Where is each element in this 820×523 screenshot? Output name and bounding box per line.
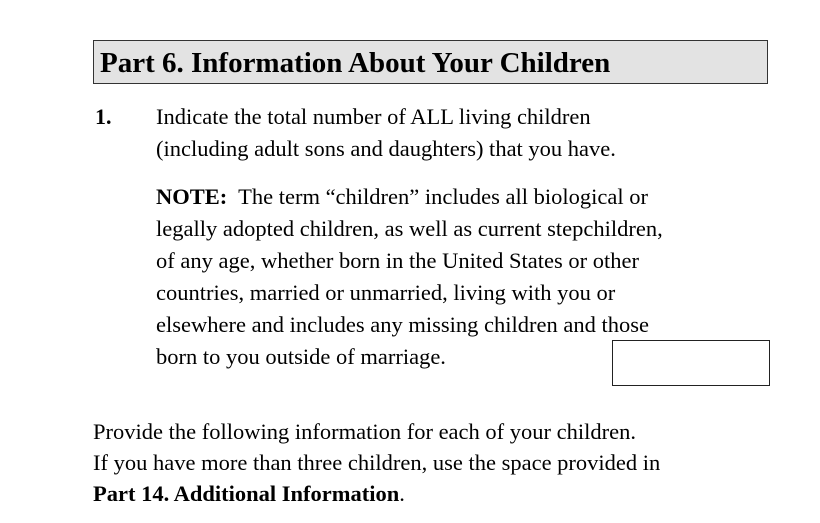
note-line-3: of any age, whether born in the United States or other <box>156 248 639 273</box>
note-block <box>156 181 663 373</box>
part-14-reference-period: . <box>399 481 405 506</box>
question-1-text <box>156 101 616 165</box>
question-1-line-1: Indicate the total number of ALL living children <box>156 104 591 129</box>
part-6-header <box>93 40 768 84</box>
note-line-1 <box>156 181 663 213</box>
children-count-field[interactable] <box>612 340 770 386</box>
note-line-6: born to you outside of marriage. <box>156 344 446 369</box>
instructions-line-3 <box>93 478 660 509</box>
part-6-title: Part 6. Information About Your Children <box>100 47 611 79</box>
question-number: 1. <box>95 104 112 129</box>
part-14-reference: Part 14. Additional Information <box>93 481 400 506</box>
question-1-line-2: (including adult sons and daughters) that you have. <box>156 136 616 161</box>
note-line-4: countries, married or unmarried, living with you or <box>156 280 616 305</box>
note-line-5: elsewhere and includes any missing children and those <box>156 312 649 337</box>
note-line-2: legally adopted children, as well as current stepchildren, <box>156 216 663 241</box>
instructions-line-2: If you have more than three children, use the space provided in <box>93 450 661 475</box>
note-line-1-text: The term “children” includes all biological or <box>227 184 648 209</box>
instructions-block <box>93 416 660 509</box>
children-count-input[interactable] <box>613 341 769 385</box>
instructions-line-1: Provide the following information for each of your children. <box>93 419 636 444</box>
note-label: NOTE: <box>156 184 228 209</box>
